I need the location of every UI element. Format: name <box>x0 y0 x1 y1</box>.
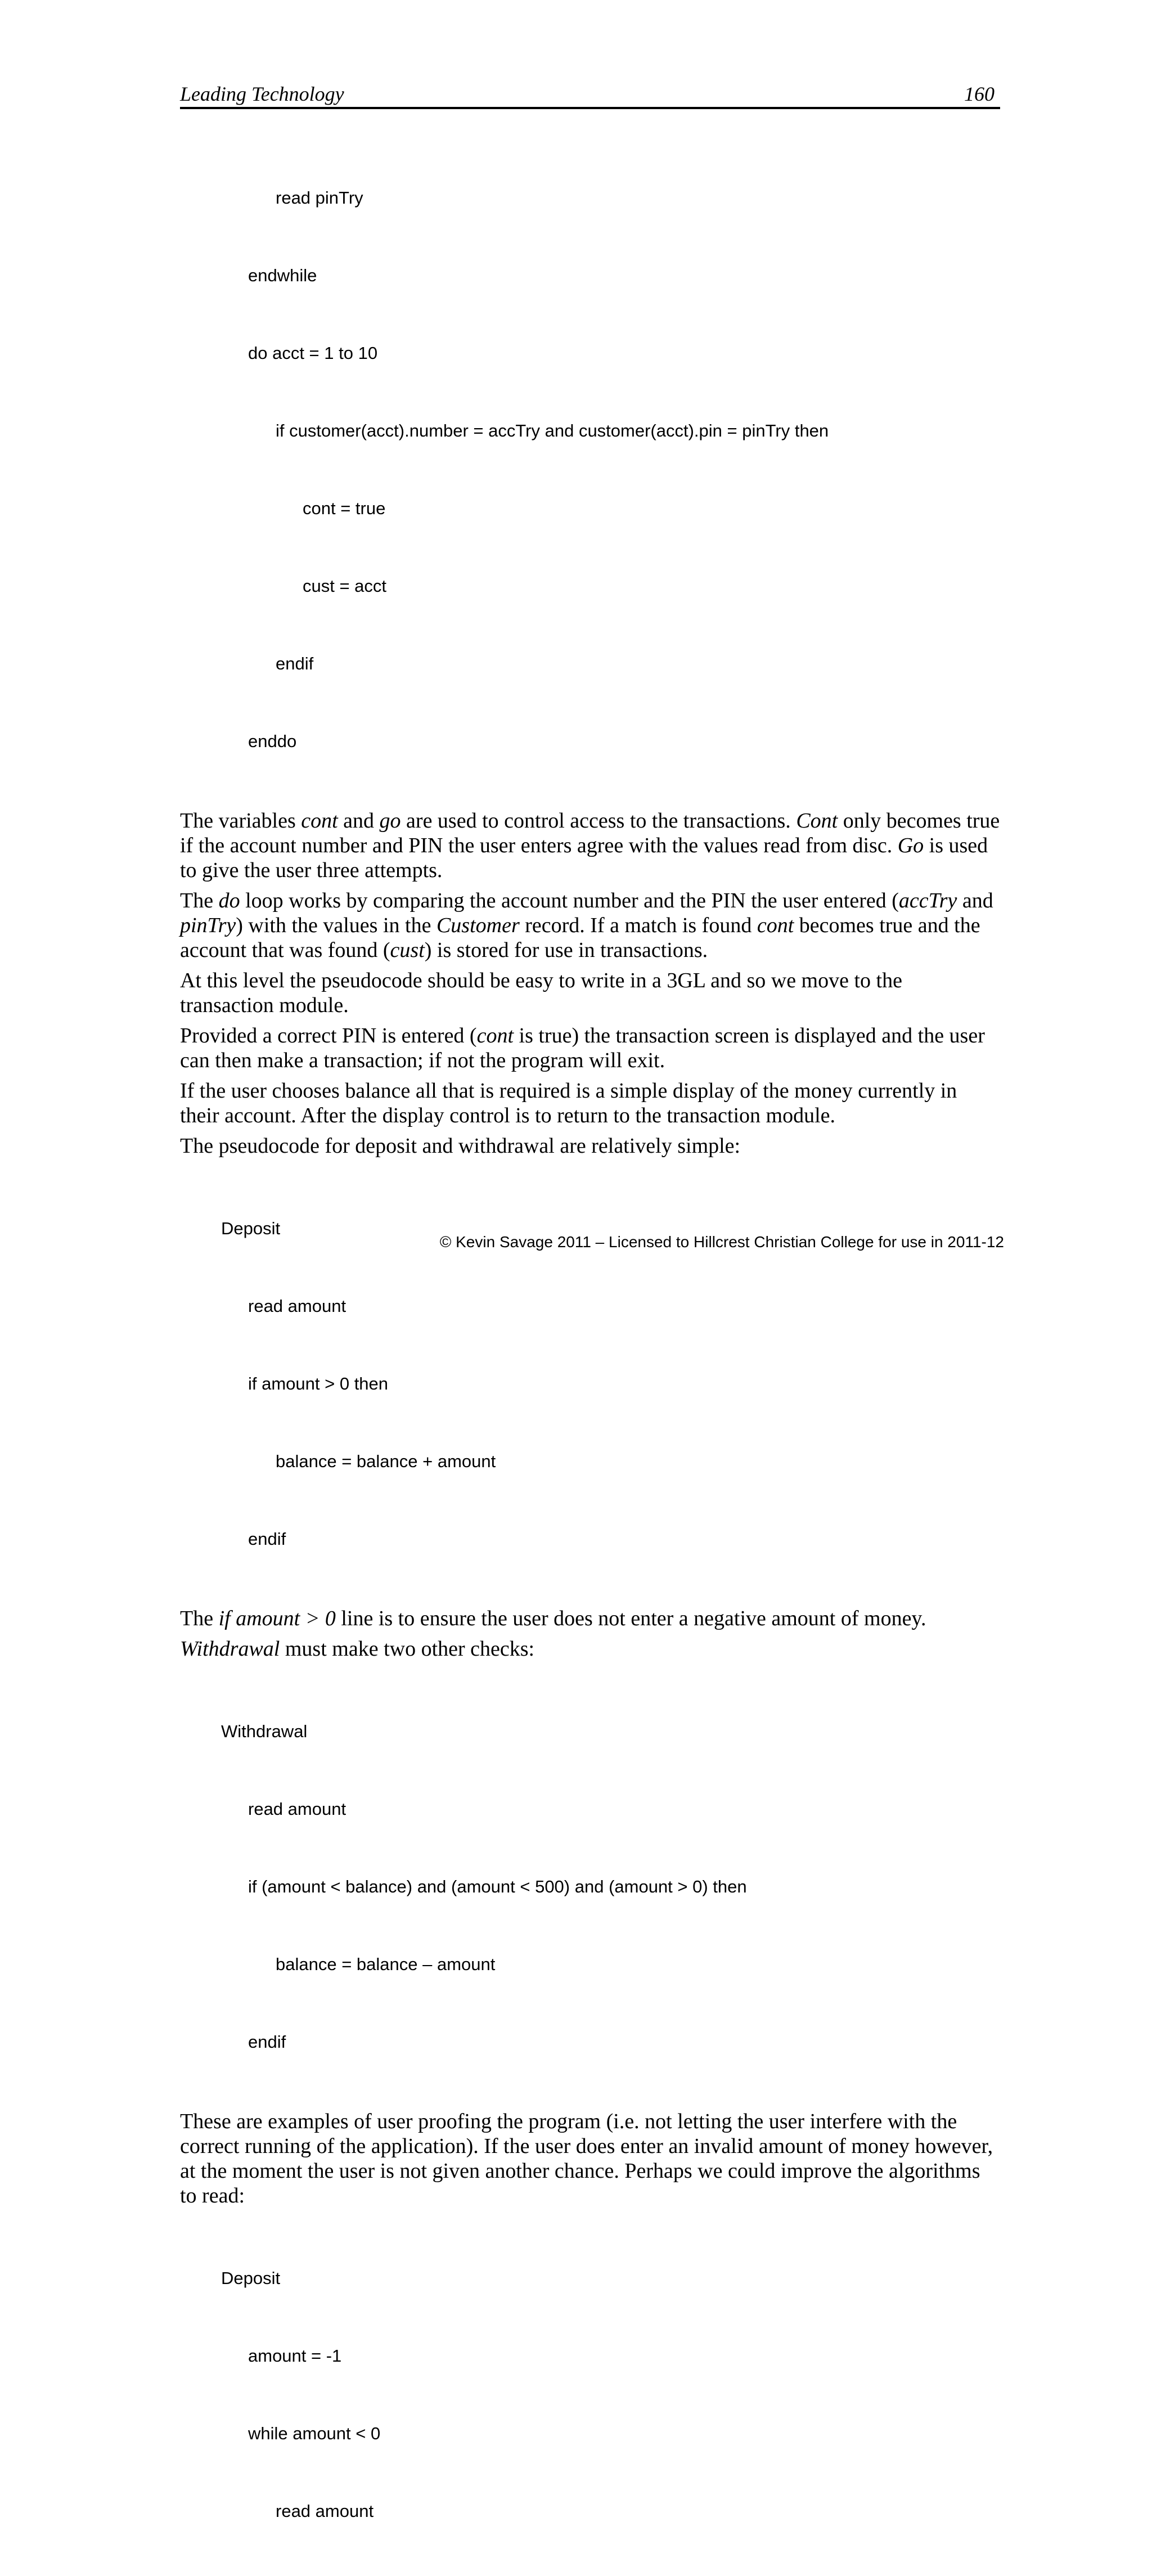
code-line: balance = balance – amount <box>276 1954 496 1974</box>
emphasis: go <box>379 809 401 833</box>
text: The <box>180 1607 219 1630</box>
code-line: cont = true <box>303 498 386 518</box>
paragraph-if-amount <box>180 1606 1001 1631</box>
code-line: endif <box>248 1529 286 1549</box>
code-line: Deposit <box>221 2268 281 2288</box>
code-block-deposit-improved <box>180 2214 1001 2576</box>
emphasis: if amount > 0 <box>218 1607 336 1630</box>
code-line: enddo <box>248 731 297 751</box>
emphasis: pinTry <box>180 914 236 937</box>
emphasis: accTry <box>898 889 957 912</box>
code-line: do acct = 1 to 10 <box>248 343 378 363</box>
paragraph-balance: If the user chooses balance all that is required is a simple display of the money currently in their account. After the display control is to return to the transaction module. <box>180 1079 957 1127</box>
text: The <box>180 889 219 912</box>
code-line: if customer(acct).number = accTry and customer(acct).pin = pinTry then <box>276 421 829 440</box>
page-number: 160 <box>964 83 994 105</box>
book-title: Leading Technology <box>180 83 344 105</box>
emphasis: cust <box>390 938 425 962</box>
code-line: if (amount < balance) and (amount < 500) and (amount > 0) then <box>248 1877 747 1896</box>
page-header <box>180 79 1000 109</box>
emphasis: Cont <box>796 809 838 833</box>
text: and <box>957 889 993 912</box>
code-block-login <box>180 133 1001 806</box>
text: loop works by comparing the account number and the PIN the user entered ( <box>240 889 899 912</box>
text: are used to control access to the transactions. <box>400 809 796 833</box>
code-line: endif <box>276 654 314 673</box>
code-line: endif <box>248 2032 286 2052</box>
text: ) with the values in the <box>236 914 436 937</box>
copyright-footer: © Kevin Savage 2011 – Licensed to Hillcrest Christian College for use in 2011-12 <box>439 1233 1004 1251</box>
paragraph-pseudocode-intro: The pseudocode for deposit and withdrawal are relatively simple: <box>180 1134 741 1158</box>
text: is used to give the user three attempts. <box>180 834 988 882</box>
text: ) is stored for use in transactions. <box>424 938 708 962</box>
code-line: endwhile <box>248 266 317 285</box>
paragraph-withdrawal-checks <box>180 1637 1001 1661</box>
text: must make two other checks: <box>280 1637 535 1661</box>
emphasis: cont <box>301 809 338 833</box>
emphasis: Go <box>897 834 924 857</box>
paragraph-user-proofing: These are examples of user proofing the program (i.e. not letting the user interfere with the correct running of the application). If the user does enter an invalid amount of money however, at the moment the user is not given another chance. Perhaps we could improve the algorithms to read: <box>180 2110 993 2208</box>
code-line: if amount > 0 then <box>248 1374 389 1393</box>
text: becomes true and the account that was found ( <box>180 914 980 962</box>
paragraph-do-loop <box>180 888 1001 963</box>
code-line: cust = acct <box>303 576 387 596</box>
text: line is to ensure the user does not enter a negative amount of money. <box>335 1607 926 1630</box>
text: is true) the transaction screen is displayed and the user can then make a transaction; if not the program will exit. <box>180 1024 985 1072</box>
emphasis: Customer <box>436 914 520 937</box>
code-line: read amount <box>276 2501 374 2521</box>
text: only becomes true if the account number and PIN the user enters agree with the values read from disc. <box>180 809 1000 857</box>
paragraph-3gl: At this level the pseudocode should be easy to write in a 3GL and so we move to the transaction module. <box>180 969 902 1017</box>
paragraph-variables <box>180 808 1001 883</box>
code-line: Deposit <box>221 1219 281 1238</box>
emphasis: cont <box>757 914 794 937</box>
text: The variables <box>180 809 302 833</box>
page-content <box>180 133 1001 2576</box>
code-block-withdrawal <box>180 1667 1001 2107</box>
code-block-deposit <box>180 1164 1001 1604</box>
code-line: read amount <box>248 1296 346 1316</box>
text: Provided a correct PIN is entered ( <box>180 1024 477 1048</box>
emphasis: Withdrawal <box>180 1637 280 1661</box>
code-line: amount = -1 <box>248 2346 342 2366</box>
text: record. If a match is found <box>519 914 757 937</box>
code-line: while amount < 0 <box>248 2424 381 2443</box>
code-line: read pinTry <box>276 188 363 208</box>
paragraph-correct-pin <box>180 1023 1001 1073</box>
emphasis: cont <box>476 1024 514 1048</box>
emphasis: do <box>218 889 240 912</box>
code-line: Withdrawal <box>221 1721 308 1741</box>
code-line: read amount <box>248 1799 346 1819</box>
code-line: balance = balance + amount <box>276 1451 496 1471</box>
text: and <box>338 809 380 833</box>
